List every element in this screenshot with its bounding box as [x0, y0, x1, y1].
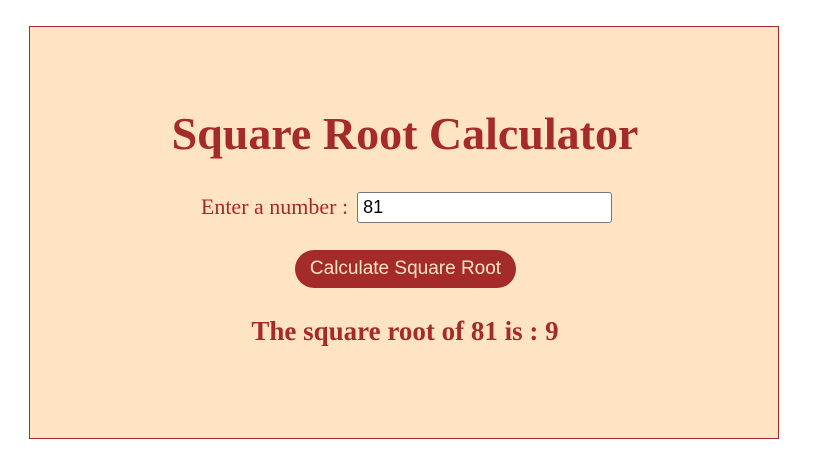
result-text: The square root of 81 is : 9: [251, 316, 559, 346]
calculate-square-root-button[interactable]: Calculate Square Root: [295, 250, 516, 288]
number-input[interactable]: [357, 192, 612, 223]
page-title: Square Root Calculator: [171, 108, 639, 159]
number-input-row: [30, 191, 780, 223]
calculator-panel: [29, 26, 779, 439]
number-input-label: Enter a number :: [200, 194, 349, 219]
